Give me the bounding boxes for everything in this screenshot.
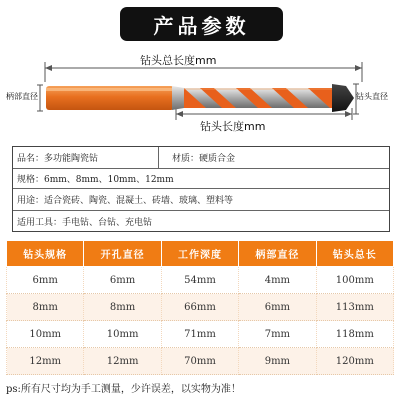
- table-row: [7, 348, 394, 375]
- footnote: ps:所有尺寸均为手工测量，少许误差，以实物为准！: [6, 384, 241, 395]
- bit-length-label: 钻头长度mm: [200, 120, 266, 133]
- table-row: [7, 321, 394, 348]
- table-cell: 8mm: [7, 294, 84, 321]
- table-cell: 118mm: [316, 321, 393, 348]
- table-cell: 100mm: [316, 267, 393, 294]
- spec-row-sizes: [13, 169, 389, 189]
- table-cell: 8mm: [84, 294, 161, 321]
- table-cell: 10mm: [84, 321, 161, 348]
- table-header-cell: 工作深度: [161, 241, 238, 267]
- drill-tip: [332, 84, 354, 112]
- table-cell: 12mm: [84, 348, 161, 375]
- spec-usage: 用途：适合瓷砖、陶瓷、混凝土、砖墙、玻璃、塑料等: [17, 196, 234, 206]
- drill-neck: [172, 86, 184, 110]
- spec-row-name-material: [13, 147, 389, 169]
- table-cell: 54mm: [161, 267, 238, 294]
- total-length-dimension: [45, 62, 362, 82]
- table-cell: 70mm: [161, 348, 238, 375]
- total-length-label: 钻头总长度mm: [140, 54, 217, 67]
- table-cell: 71mm: [161, 321, 238, 348]
- head-diameter-marker: [353, 84, 359, 114]
- table-cell: 6mm: [7, 267, 84, 294]
- shank-diameter-label: 柄部直径: [6, 92, 38, 101]
- table-cell: 10mm: [7, 321, 84, 348]
- table-header-cell: 钻头规格: [7, 241, 84, 267]
- spec-sizes: 规格：6mm、8mm、10mm、12mm: [17, 175, 174, 185]
- table-cell: 4mm: [239, 267, 316, 294]
- table-row: [7, 267, 394, 294]
- page-title: 产品参数: [153, 13, 250, 38]
- table-header-cell: 开孔直径: [84, 241, 161, 267]
- shank-diameter-marker: [37, 85, 43, 111]
- table-cell: 113mm: [316, 294, 393, 321]
- bit-length-dimension: [176, 108, 352, 120]
- spec-name: 品名：多功能陶瓷钻: [17, 154, 99, 164]
- product-spec-box: [12, 146, 390, 232]
- table-cell: 7mm: [239, 321, 316, 348]
- table-cell: 6mm: [239, 294, 316, 321]
- table-cell: 6mm: [84, 267, 161, 294]
- drill-flutes: [184, 88, 332, 108]
- table-header-cell: 钻头总长: [316, 241, 393, 267]
- table-cell: 12mm: [7, 348, 84, 375]
- spec-row-tools: [13, 211, 389, 232]
- spec-material: 材质：硬质合金: [172, 154, 236, 164]
- drill-shank: [46, 86, 174, 110]
- table-header-cell: 柄部直径: [239, 241, 316, 267]
- table-row: [7, 294, 394, 321]
- head-diameter-label: 钻头直径: [356, 92, 388, 101]
- table-cell: 66mm: [161, 294, 238, 321]
- size-table: [6, 240, 394, 375]
- table-cell: 120mm: [316, 348, 393, 375]
- table-cell: 9mm: [239, 348, 316, 375]
- spec-row-usage: [13, 189, 389, 211]
- table-header-row: [7, 241, 394, 267]
- drill-bit-diagram: [0, 0, 400, 146]
- spec-tools: 适用工具：手电钻、台钻、充电钻: [17, 218, 153, 228]
- spec-divider: [158, 147, 159, 169]
